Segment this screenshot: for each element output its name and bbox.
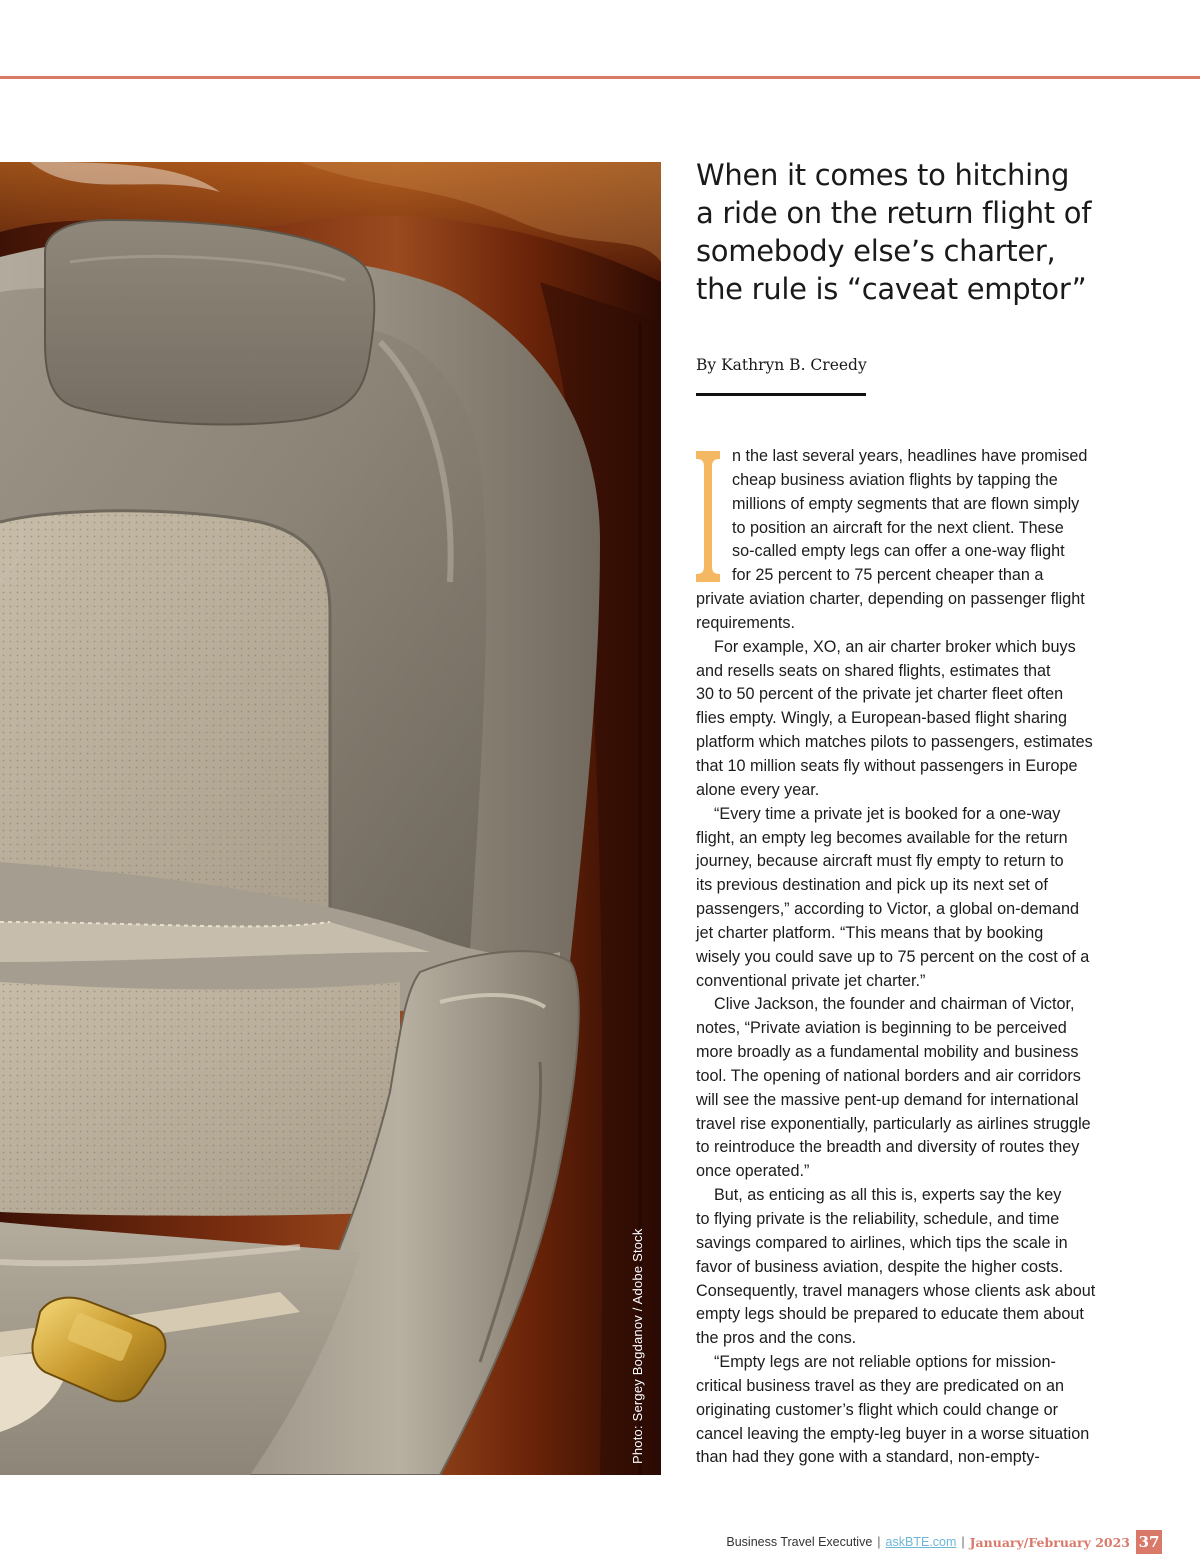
paragraph	[696, 803, 1136, 994]
opening-paragraph	[696, 445, 1136, 636]
body-line: travel rise exponentially, particularly as airlines struggle	[696, 1114, 1091, 1133]
body-line: n the last several years, headlines have promised	[732, 447, 1088, 465]
body-line: flight, an empty leg becomes available for the return	[696, 828, 1068, 847]
body-line: the pros and the cons.	[696, 1329, 857, 1348]
drop-cap	[694, 449, 722, 584]
page-footer	[726, 1529, 1162, 1555]
body-line: Clive Jackson, the founder and chairman of Victor,	[714, 995, 1075, 1014]
body-line: more broadly as a fundamental mobility and business	[696, 1043, 1079, 1062]
byline: By Kathryn B. Creedy	[696, 356, 867, 374]
body-line: notes, “Private aviation is beginning to be perceived	[696, 1019, 1067, 1038]
body-line: to reintroduce the breadth and diversity of routes they	[696, 1138, 1080, 1157]
page-number: 37	[1136, 1530, 1162, 1554]
body-line: journey, because aircraft must fly empty to return to	[696, 852, 1064, 871]
body-line: wisely you could save up to 75 percent on the cost of a	[696, 947, 1090, 966]
body-line: platform which matches pilots to passengers, estimates	[696, 733, 1093, 752]
article-body	[696, 445, 1136, 1470]
headline-line: the rule is “caveat emptor”	[696, 272, 1087, 306]
body-line: But, as enticing as all this is, experts say the key	[714, 1186, 1062, 1205]
body-line: cancel leaving the empty-leg buyer in a worse situation	[696, 1424, 1090, 1443]
body-line: so-called empty legs can offer a one-way flight	[732, 542, 1065, 561]
body-line: originating customer’s flight which could change or	[696, 1400, 1059, 1419]
body-line: and resells seats on shared flights, estimates that	[696, 661, 1051, 680]
body-line: conventional private jet charter.”	[696, 971, 926, 990]
site-link[interactable]: askBTE.com	[885, 1535, 957, 1549]
body-line: For example, XO, an air charter broker which buys	[714, 637, 1076, 656]
body-line: “Every time a private jet is booked for a one-way	[714, 804, 1061, 823]
body-line: jet charter platform. “This means that by booking	[696, 923, 1044, 942]
headline-line: a ride on the return flight of	[696, 196, 1092, 230]
body-line: to position an aircraft for the next client. These	[732, 518, 1064, 537]
body-line: passengers,” according to Victor, a global on-demand	[696, 900, 1080, 919]
body-line: flies empty. Wingly, a European-based flight sharing	[696, 709, 1067, 728]
body-line: empty legs should be prepared to educate them about	[696, 1305, 1084, 1324]
body-line: 30 to 50 percent of the private jet charter fleet often	[696, 685, 1064, 704]
body-line: alone every year.	[696, 780, 820, 799]
body-line: tool. The opening of national borders and air corridors	[696, 1066, 1081, 1085]
body-line: Consequently, travel managers whose clients ask about	[696, 1281, 1096, 1300]
headline-line: somebody else’s charter,	[696, 234, 1056, 268]
body-line: requirements.	[696, 613, 795, 632]
body-line: private aviation charter, depending on passenger flight	[696, 590, 1085, 609]
byline-rule	[696, 393, 866, 396]
article-photo	[0, 162, 661, 1475]
body-line: once operated.”	[696, 1162, 810, 1181]
paragraph	[696, 993, 1136, 1184]
body-line: will see the massive pent-up demand for international	[696, 1090, 1079, 1109]
body-line: that 10 million seats fly without passengers in Europe	[696, 756, 1078, 775]
headline-line: When it comes to hitching	[696, 158, 1070, 192]
top-accent-rule	[0, 76, 1200, 79]
body-line: to flying private is the reliability, schedule, and time	[696, 1210, 1060, 1228]
paragraph	[696, 1184, 1136, 1351]
body-line: its previous destination and pick up its next set of	[696, 876, 1048, 895]
body-line: than had they gone with a standard, non-empty-	[696, 1448, 1040, 1467]
paragraph	[696, 588, 1136, 636]
paragraph	[696, 1351, 1136, 1470]
footer-separator: |	[961, 1535, 965, 1549]
body-line: millions of empty segments that are flown simply	[732, 494, 1080, 513]
issue-date: January/February 2023	[969, 1534, 1130, 1550]
body-line: savings compared to airlines, which tips the scale in	[696, 1233, 1068, 1252]
photo-credit: Photo: Sergey Bogdanov / Adobe Stock	[630, 1228, 645, 1464]
body-line: cheap business aviation flights by tapping the	[732, 470, 1058, 489]
publication-name: Business Travel Executive	[726, 1535, 873, 1549]
body-line: for 25 percent to 75 percent cheaper than a	[732, 566, 1044, 585]
dropcap-indented-lines	[696, 445, 1136, 588]
article-headline	[696, 156, 1166, 308]
body-line: critical business travel as they are predicated on an	[696, 1376, 1065, 1395]
paragraph	[696, 636, 1136, 803]
footer-separator: |	[877, 1535, 881, 1549]
body-line: favor of business aviation, despite the higher costs.	[696, 1257, 1064, 1276]
jet-seat-illustration	[0, 162, 661, 1475]
body-line: “Empty legs are not reliable options for mission-	[714, 1353, 1056, 1372]
